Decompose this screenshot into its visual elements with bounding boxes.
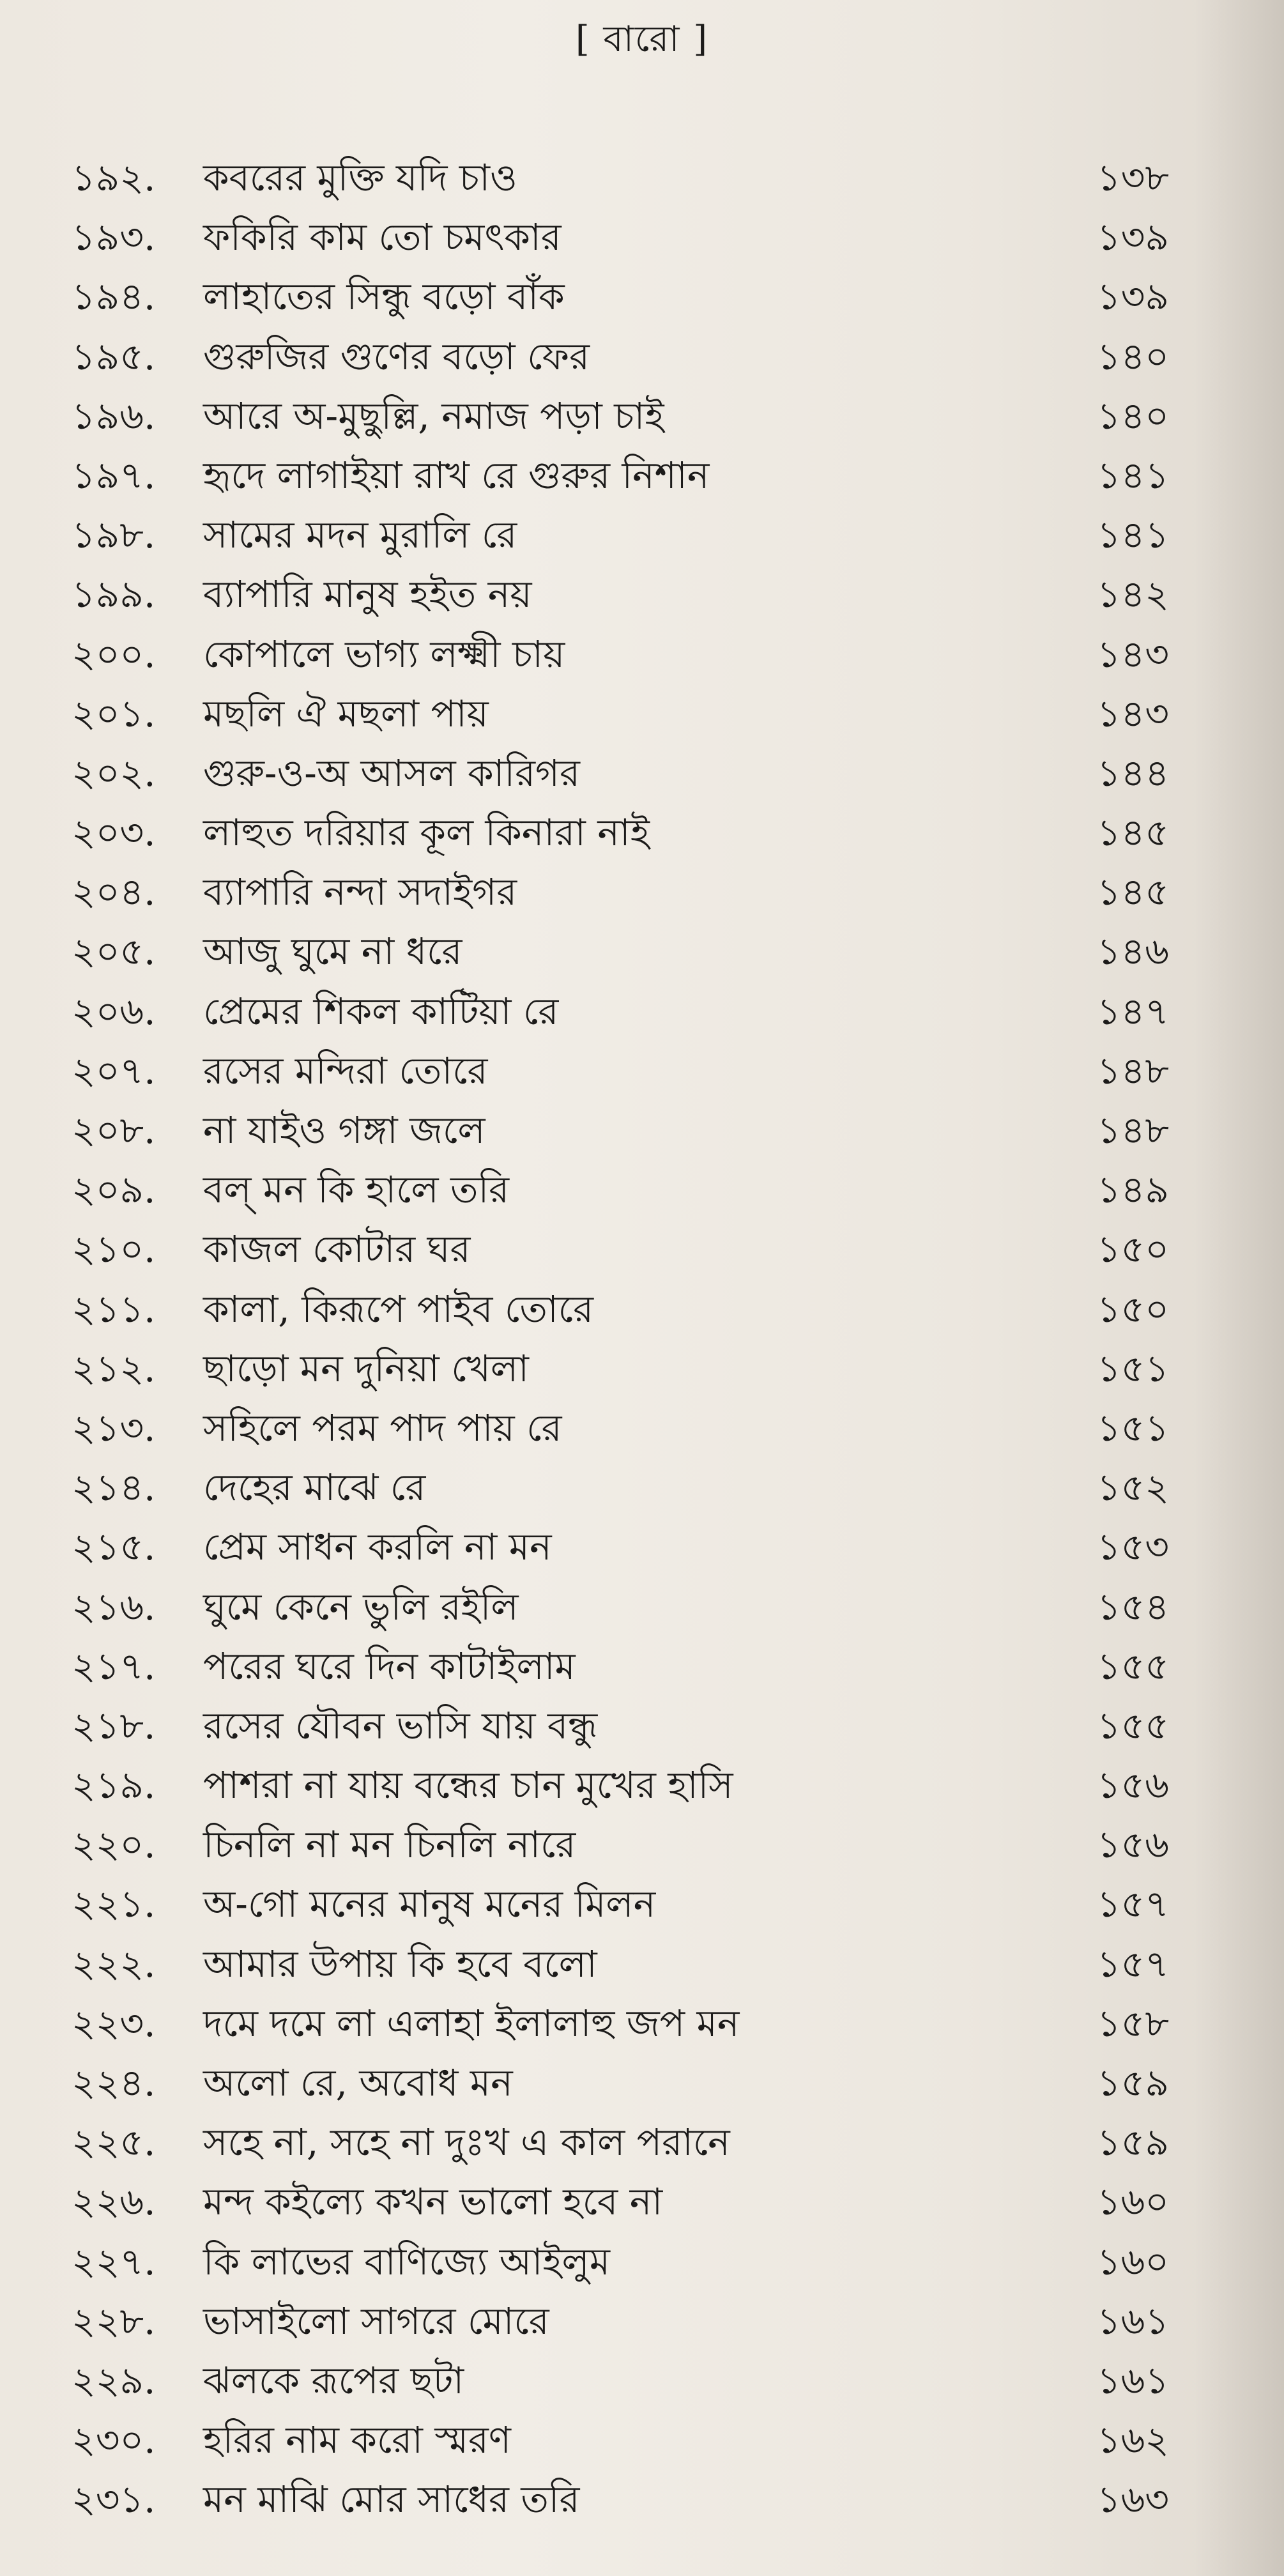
entry-title: অ-গো মনের মানুষ মনের মিলন (203, 1882, 656, 1926)
toc-entry (0, 2292, 1284, 2351)
entry-title: ঝলকে রূপের ছটা (203, 2358, 464, 2402)
entry-page-number: ১৩৮ (1097, 156, 1169, 199)
entry-page-number: ১৫২ (1097, 1466, 1169, 1510)
entry-page-number: ১৪০ (1097, 394, 1169, 438)
entry-number: ২১৮. (72, 1703, 156, 1747)
entry-title: কবরের মুক্তি যদি চাও (203, 156, 517, 199)
entry-page-number: ১৫৯ (1097, 2061, 1169, 2104)
toc-entry (0, 1517, 1284, 1577)
entry-page-number: ১৪৫ (1097, 811, 1169, 855)
entry-number: ১৯৮. (72, 513, 156, 557)
entry-title: না যাইও গঙ্গা জলে (203, 1108, 485, 1152)
entry-title: হৃদে লাগাইয়া রাখ রে গুরুর নিশান (203, 453, 710, 497)
toc-entry (0, 744, 1284, 803)
toc-entry (0, 505, 1284, 565)
entry-page-number: ১৬১ (1097, 2299, 1169, 2343)
entry-number: ২১০. (72, 1227, 156, 1271)
entry-number: ২৩০. (72, 2418, 156, 2462)
toc-entry (0, 2172, 1284, 2232)
toc-entry (0, 862, 1284, 922)
entry-number: ১৯৯. (72, 572, 156, 617)
entry-page-number: ১৫৮ (1097, 2001, 1169, 2045)
entry-number: ২০৩. (72, 811, 156, 855)
entry-number: ২১৯. (72, 1763, 156, 1807)
entry-page-number: ১৬১ (1097, 2358, 1169, 2402)
entry-page-number: ১৫৫ (1097, 1644, 1169, 1688)
entry-title: দমে দমে লা এলাহা ইলালাহু জপ মন (203, 2001, 740, 2045)
entry-title: আজু ঘুমে না ধরে (203, 930, 462, 974)
entry-number: ২২৭. (72, 2239, 156, 2283)
toc-entry (0, 1815, 1284, 1874)
toc-entry (0, 2351, 1284, 2411)
table-of-contents (0, 148, 1284, 2530)
entry-title: কোপালে ভাগ্য লক্ষ্মী চায় (203, 632, 565, 676)
toc-entry (0, 1101, 1284, 1160)
entry-number: ২১২. (72, 1346, 156, 1390)
toc-entry (0, 1935, 1284, 1994)
entry-number: ২০৮. (72, 1108, 156, 1152)
entry-number: ২২৯. (72, 2358, 156, 2402)
entry-page-number: ১৫৭ (1097, 1942, 1169, 1986)
toc-entry (0, 2113, 1284, 2172)
entry-title: রসের মন্দিরা তোরে (203, 1048, 488, 1092)
entry-title: লাহুত দরিয়ার কূল কিনারা নাই (203, 811, 650, 855)
entry-number: ২০৯. (72, 1168, 156, 1212)
toc-entry (0, 208, 1284, 267)
toc-entry (0, 1041, 1284, 1101)
toc-entry (0, 922, 1284, 981)
entry-title: ব্যাপারি মানুষ হইত নয় (203, 572, 532, 617)
entry-page-number: ১৪২ (1097, 572, 1169, 617)
entry-number: ২৩১. (72, 2478, 156, 2522)
toc-entry (0, 1756, 1284, 1815)
toc-entry (0, 1458, 1284, 1517)
toc-entry (0, 1399, 1284, 1458)
entry-page-number: ১৬২ (1096, 2418, 1169, 2462)
entry-number: ২১৩. (72, 1406, 156, 1450)
toc-entry (0, 327, 1284, 387)
entry-title: কি লাভের বাণিজ্যে আইলুম (203, 2239, 610, 2283)
entry-page-number: ১৪৩ (1097, 632, 1169, 676)
entry-number: ২০১. (72, 691, 156, 735)
entry-title: সামের মদন মুরালি রে (203, 513, 517, 557)
entry-title: ব্যাপারি নন্দা সদাইগর (203, 870, 517, 914)
entry-title: গুরুজির গুণের বড়ো ফের (203, 334, 590, 378)
entry-title: লাহাতের সিন্ধু বড়ো বাঁক (203, 275, 565, 319)
entry-title: অলো রে, অবোধ মন (203, 2061, 513, 2104)
entry-page-number: ১৪১ (1097, 453, 1169, 497)
entry-title: রসের যৌবন ভাসি যায় বন্ধু (203, 1703, 598, 1747)
toc-entry (0, 387, 1284, 446)
entry-page-number: ১৪৮ (1097, 1108, 1169, 1152)
page-header: [ বারো ] (575, 19, 709, 60)
entry-title: ভাসাইলো সাগরে মোরে (203, 2299, 549, 2343)
toc-entry (0, 1339, 1284, 1399)
toc-entry (0, 1160, 1284, 1220)
entry-page-number: ১৫৬ (1097, 1823, 1169, 1867)
entry-title: হরির নাম করো স্মরণ (203, 2418, 511, 2462)
toc-entry (0, 625, 1284, 684)
entry-page-number: ১৪৩ (1097, 691, 1169, 735)
entry-page-number: ১৫০ (1097, 1227, 1169, 1271)
entry-number: ২২২. (72, 1942, 156, 1986)
entry-number: ২২৩. (72, 2001, 156, 2045)
entry-number: ২২০. (72, 1823, 156, 1867)
toc-entry (0, 2470, 1284, 2529)
entry-page-number: ১৪১ (1097, 513, 1169, 557)
toc-entry (0, 803, 1284, 862)
entry-page-number: ১৬৩ (1096, 2478, 1169, 2522)
entry-page-number: ১৪০ (1097, 334, 1169, 378)
entry-page-number: ১৫৬ (1097, 1763, 1169, 1807)
toc-entry (0, 2232, 1284, 2292)
entry-number: ১৯৭. (72, 453, 156, 497)
entry-number: ২২৮. (72, 2299, 156, 2343)
entry-number: ২০০. (72, 632, 156, 676)
toc-entry (0, 1220, 1284, 1279)
entry-page-number: ১৩৯ (1097, 215, 1169, 259)
entry-number: ২০৭. (72, 1048, 156, 1092)
toc-entry (0, 1280, 1284, 1339)
entry-title: আরে অ-মুছুল্লি, নমাজ পড়া চাই (203, 394, 664, 438)
toc-entry (0, 684, 1284, 744)
entry-title: মছলি ঐ মছলা পায় (203, 691, 489, 735)
entry-page-number: ১৪৮ (1097, 1048, 1169, 1092)
toc-entry (0, 1994, 1284, 2053)
toc-entry (0, 565, 1284, 624)
entry-number: ২২৬. (72, 2180, 156, 2224)
entry-number: ২২৫. (72, 2120, 156, 2165)
entry-number: ২০২. (72, 751, 156, 795)
toc-entry (0, 982, 1284, 1041)
entry-title: মন্দ কইল্যে কখন ভালো হবে না (203, 2180, 663, 2224)
entry-title: প্রেমের শিকল কাটিয়া রে (203, 989, 559, 1033)
entry-page-number: ১৪৪ (1097, 751, 1169, 795)
toc-entry (0, 1637, 1284, 1696)
entry-page-number: ১৪৬ (1097, 930, 1169, 974)
entry-page-number: ১৫৯ (1097, 2120, 1169, 2165)
entry-number: ১৯২. (72, 156, 156, 199)
entry-number: ১৯৪. (72, 275, 156, 319)
entry-title: বল্‌ মন কি হালে তরি (203, 1168, 510, 1212)
entry-title: ফকিরি কাম তো চমৎকার (203, 215, 562, 259)
entry-number: ২২৪. (72, 2061, 156, 2104)
entry-title: আমার উপায় কি হবে বলো (203, 1942, 597, 1986)
entry-number: ২১১. (72, 1287, 156, 1331)
entry-page-number: ১৬০ (1096, 2180, 1169, 2224)
toc-entry (0, 1696, 1284, 1756)
entry-title: গুরু-ও-অ আসল কারিগর (203, 751, 580, 795)
entry-number: ১৯৫. (72, 334, 156, 378)
entry-title: চিনলি না মন চিনলি নারে (203, 1823, 576, 1867)
toc-entry (0, 1874, 1284, 1934)
entry-number: ২০৬. (72, 989, 156, 1033)
toc-entry (0, 2053, 1284, 2113)
entry-title: সহিলে পরম পাদ পায় রে (203, 1406, 562, 1450)
entry-page-number: ১৫০ (1097, 1287, 1169, 1331)
entry-page-number: ১৫১ (1097, 1406, 1169, 1450)
entry-title: সহে না, সহে না দুঃখ এ কাল পরানে (203, 2120, 730, 2165)
toc-entry (0, 2411, 1284, 2470)
entry-page-number: ১৫৩ (1097, 1525, 1169, 1569)
entry-page-number: ১৪৫ (1097, 870, 1169, 914)
entry-page-number: ১৪৯ (1097, 1168, 1169, 1212)
entry-page-number: ১৬০ (1096, 2239, 1169, 2283)
entry-title: কাজল কোটার ঘর (203, 1227, 471, 1271)
entry-page-number: ১৩৯ (1097, 275, 1169, 319)
entry-title: ঘুমে কেনে ভুলি রইলি (203, 1584, 519, 1629)
entry-title: ছাড়ো মন দুনিয়া খেলা (203, 1346, 529, 1390)
toc-entry (0, 1577, 1284, 1637)
entry-number: ১৯৩. (72, 215, 156, 259)
entry-title: পরের ঘরে দিন কাটাইলাম (203, 1644, 576, 1688)
entry-page-number: ১৫৫ (1097, 1703, 1169, 1747)
entry-number: ২১৫. (72, 1525, 156, 1569)
entry-page-number: ১৫৪ (1097, 1584, 1169, 1629)
entry-number: ২০৫. (72, 930, 156, 974)
entry-number: ২১৭. (72, 1644, 156, 1688)
toc-entry (0, 267, 1284, 326)
entry-title: মন মাঝি মোর সাধের তরি (203, 2478, 580, 2522)
entry-number: ২১৪. (72, 1466, 156, 1510)
toc-entry (0, 148, 1284, 208)
entry-page-number: ১৫১ (1097, 1346, 1169, 1390)
toc-entry (0, 446, 1284, 505)
entry-number: ২২১. (72, 1882, 156, 1926)
entry-title: পাশরা না যায় বন্ধের চান মুখের হাসি (203, 1763, 733, 1807)
entry-title: দেহের মাঝে রে (203, 1466, 426, 1510)
entry-page-number: ১৪৭ (1097, 989, 1169, 1033)
entry-number: ১৯৬. (72, 394, 156, 438)
entry-page-number: ১৫৭ (1097, 1882, 1169, 1926)
entry-title: প্রেম সাধন করলি না মন (203, 1525, 552, 1569)
entry-number: ২১৬. (72, 1584, 156, 1629)
entry-number: ২০৪. (72, 870, 156, 914)
entry-title: কালা, কিরূপে পাইব তোরে (203, 1287, 593, 1331)
